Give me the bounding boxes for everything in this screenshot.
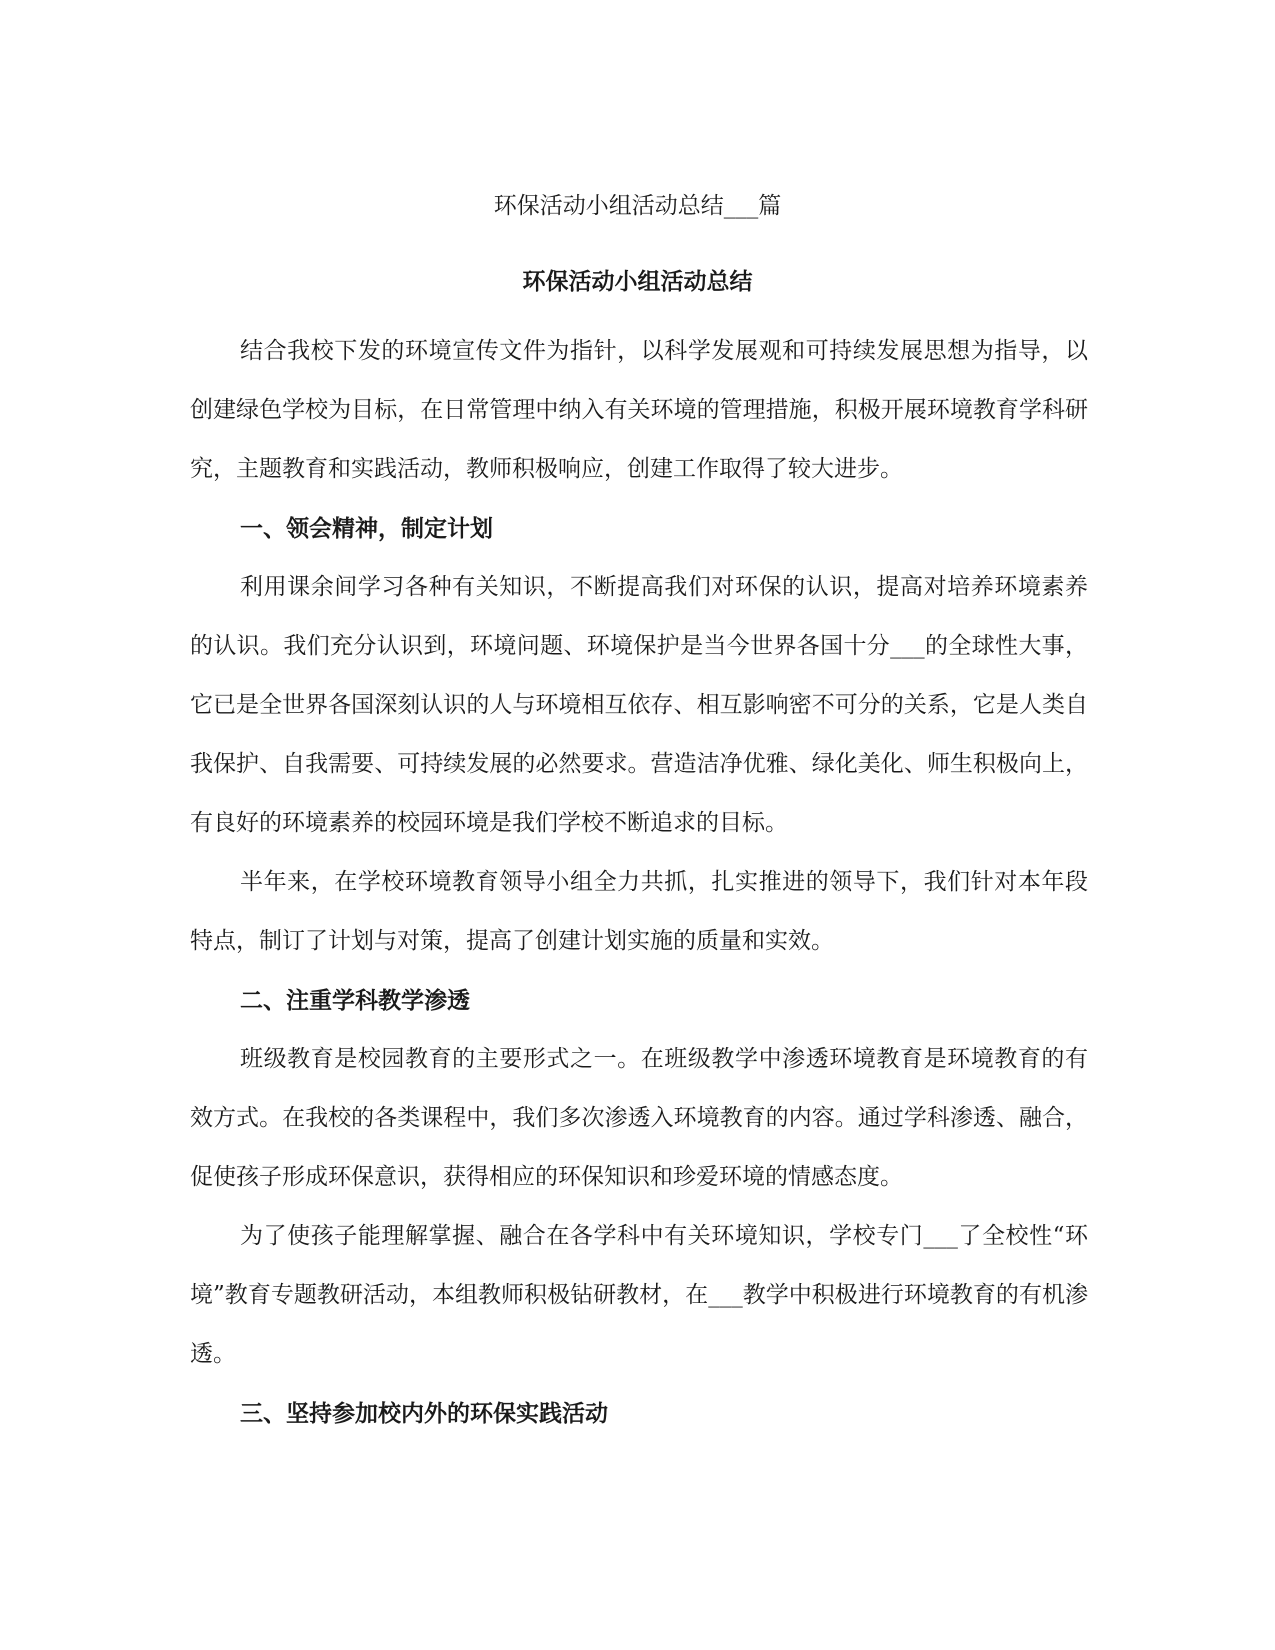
paragraph-section2-b: 为了使孩子能理解掌握、融合在各学科中有关环境知识，学校专门___了全校性“环境”教育专题教研活动，本组教师积极钻研教材，在___教学中积极进行环境教育的有机渗透。 <box>190 1223 1088 1367</box>
paragraph-section1-a: 利用课余间学习各种有关知识，不断提高我们对环保的认识，提高对培养环境素养的认识。我们充分认识到，环境问题、环境保护是当今世界各国十分___的全球性大事，它已是全世界各国深刻认识的人与环境相互依存、相互影响密不可分的关系，它是人类自我保护、自我需要、可持续发展的必然要求。营造洁净优雅、绿化美化、师生积极向上，有良好的环境素养的校园环境是我们学校不断追求的目标。 <box>190 574 1088 836</box>
section-heading-2: 二、注重学科教学渗透 <box>240 987 470 1014</box>
document-subtitle: 环保活动小组活动总结 <box>522 268 753 295</box>
document-title: 环保活动小组活动总结___篇 <box>493 193 782 219</box>
section-heading-1: 一、领会精神，制定计划 <box>240 515 493 542</box>
paragraph-intro: 结合我校下发的环境宣传文件为指针，以科学发展观和可持续发展思想为指导，以创建绿色学校为目标，在日常管理中纳入有关环境的管理措施，积极开展环境教育学科研究，主题教育和实践活动，教师积极响应，创建工作取得了较大进步。 <box>190 338 1088 482</box>
paragraph-section1-b: 半年来，在学校环境教育领导小组全力共抓，扎实推进的领导下，我们针对本年段特点，制订了计划与对策，提高了创建计划实施的质量和实效。 <box>190 869 1088 954</box>
paragraph-section2-a: 班级教育是校园教育的主要形式之一。在班级教学中渗透环境教育是环境教育的有效方式。在我校的各类课程中，我们多次渗透入环境教育的内容。通过学科渗透、融合，促使孩子形成环保意识，获得相应的环保知识和珍爱环境的情感态度。 <box>190 1046 1088 1190</box>
section-heading-3: 三、坚持参加校内外的环保实践活动 <box>240 1400 608 1427</box>
document-body <box>190 322 1088 1443</box>
